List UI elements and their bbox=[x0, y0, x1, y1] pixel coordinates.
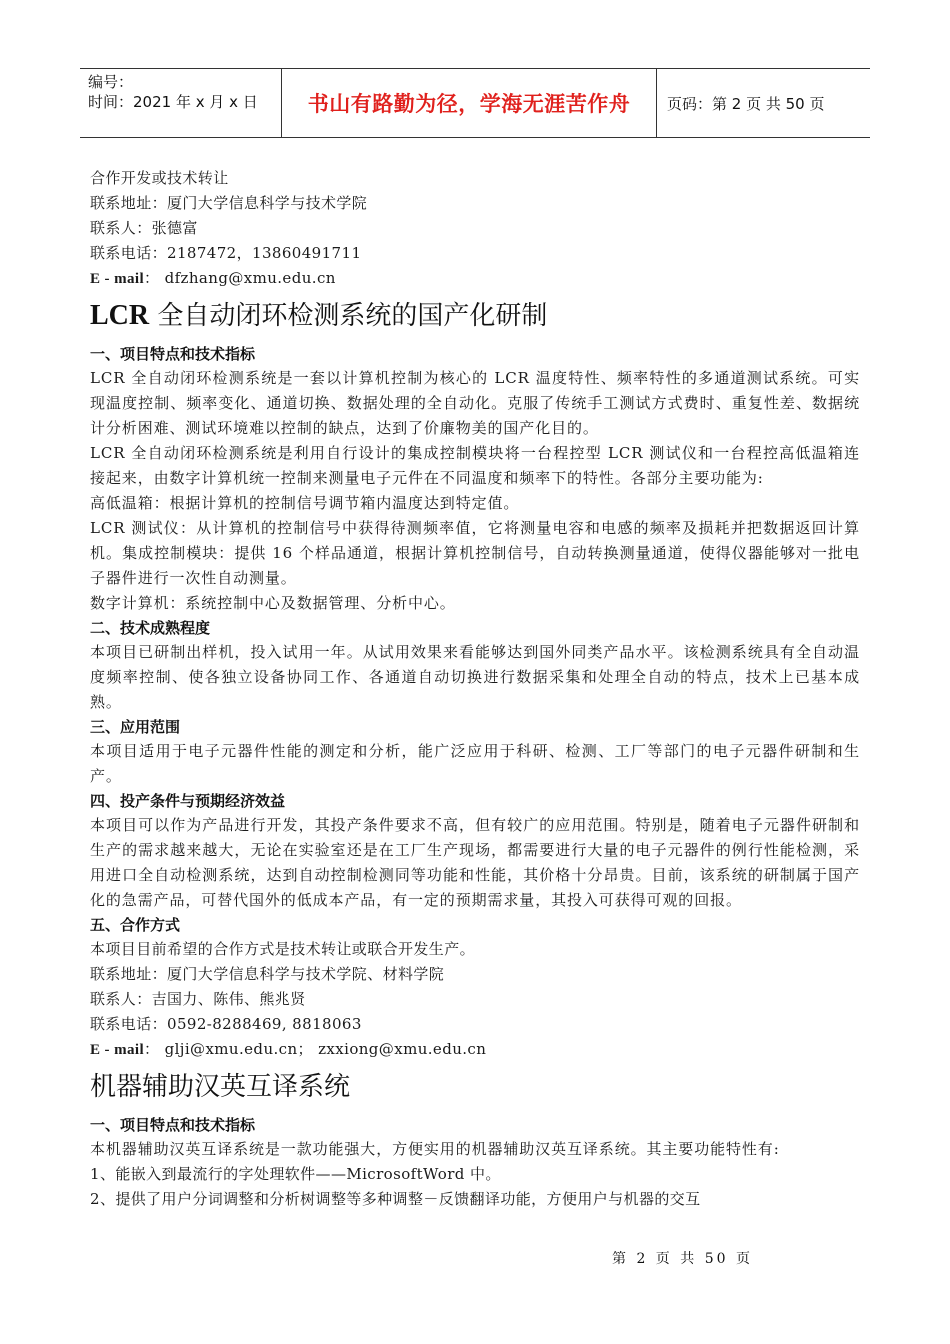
intro-email bbox=[90, 266, 860, 292]
page-info-text: 页码：第 2 页 共 50 页 bbox=[667, 94, 825, 113]
paragraph: LCR 全自动闭环检测系统是利用自行设计的集成控制模块将一台程控型 LCR 测试仪和一台程控高低温箱连接起来，由数字计算机统一控制来测量电子元件在不同温度和频率下的特性。各部分主要功能为: bbox=[90, 444, 860, 487]
section-heading: 一、项目特点和技术指标 bbox=[90, 1116, 256, 1134]
intro-address: 联系地址：厦门大学信息科学与技术学院 bbox=[90, 194, 368, 212]
project2-title: 机器辅助汉英互译系统 bbox=[90, 1072, 351, 1102]
header-meta bbox=[80, 69, 282, 137]
paragraph: 1、能嵌入到最流行的字处理软件——MicrosoftWord 中。 bbox=[90, 1165, 501, 1183]
header-page-info bbox=[657, 69, 870, 137]
code-label: 编号： bbox=[88, 73, 134, 91]
paragraph: 本项目目前希望的合作方式是技术转让或联合开发生产。 bbox=[90, 940, 476, 958]
project1-title bbox=[90, 296, 860, 336]
paragraph: 高低温箱：根据计算机的控制信号调节箱内温度达到特定值。 bbox=[90, 494, 520, 512]
project1-title-prefix: LCR bbox=[90, 300, 150, 331]
section-heading: 二、技术成熟程度 bbox=[90, 619, 211, 637]
section-heading: 三、应用范围 bbox=[90, 718, 181, 736]
email-label: E - mail bbox=[90, 1042, 145, 1058]
paragraph: 本项目适用于电子元器件性能的测定和分析，能广泛应用于科研、检测、工厂等部门的电子元器件研制和生产。 bbox=[90, 742, 860, 785]
paragraph: 数字计算机：系统控制中心及数据管理、分析中心。 bbox=[90, 594, 456, 612]
paragraph: 2、提供了用户分词调整和分析树调整等多种调整－反馈翻译功能，方便用户与机器的交互 bbox=[90, 1190, 701, 1208]
section-heading: 一、项目特点和技术指标 bbox=[90, 345, 256, 363]
paragraph: LCR 全自动闭环检测系统是一套以计算机控制为核心的 LCR 温度特性、频率特性的多通道测试系统。可实现温度控制、频率变化、通道切换、数据处理的全自动化。克服了传统手工测试方式费时、重复性差、数据统计分析困难、测试环境难以控制的缺点，达到了价廉物美的国产化目的。 bbox=[90, 369, 860, 437]
intro-phone: 联系电话：2187472，13860491711 bbox=[90, 244, 362, 262]
paragraph: LCR 测试仪：从计算机的控制信号中获得待测频率值，它将测量电容和电感的频率及损耗并把数据返回计算机。集成控制模块：提供 16 个样品通道，根据计算机控制信号，自动转换测量通道，使得仪器能够对一批电子器件进行一次性自动测量。 bbox=[90, 519, 860, 587]
contact-person: 联系人：吉国力、陈伟、熊兆贤 bbox=[90, 990, 306, 1008]
intro-contact: 联系人：张德富 bbox=[90, 219, 198, 237]
motto-text: 书山有路勤为径，学海无涯苦作舟 bbox=[307, 92, 631, 116]
page-header bbox=[80, 68, 870, 138]
project1-title-rest: 全自动闭环检测系统的国产化研制 bbox=[149, 301, 548, 331]
page-footer: 第 2 页 共 50 页 bbox=[612, 1251, 753, 1267]
contact-address: 联系地址：厦门大学信息科学与技术学院、材料学院 bbox=[90, 965, 445, 983]
paragraph: 本机器辅助汉英互译系统是一款功能强大，方便实用的机器辅助汉英互译系统。其主要功能特性有: bbox=[90, 1140, 780, 1158]
email-value: ： dfzhang@xmu.edu.cn bbox=[144, 269, 336, 287]
time-label: 时间：2021 年 x 月 x 日 bbox=[88, 93, 258, 111]
paragraph: 本项目可以作为产品进行开发，其投产条件要求不高，但有较广的应用范围。特别是，随着电子元器件研制和生产的需求越来越大，无论在实验室还是在工厂生产现场，都需要进行大量的电子元器件的例行性能检测，采用进口全自动检测系统，达到自动控制检测同等功能和性能，其价格十分昂贵。目前，该系统的研制属于国产化的急需产品，可替代国外的低成本产品，有一定的预期需求量，其投入可获得可观的回报。 bbox=[90, 816, 860, 909]
paragraph: 本项目已研制出样机，投入试用一年。从试用效果来看能够达到国外同类产品水平。该检测系统具有全自动温度频率控制、使各独立设备协同工作、各通道自动切换进行数据采集和处理全自动的特点，技术上已基本成熟。 bbox=[90, 643, 860, 711]
section-heading: 四、投产条件与预期经济效益 bbox=[90, 792, 286, 810]
contact-phone: 联系电话：0592-8288469, 8818063 bbox=[90, 1015, 362, 1033]
section-heading: 五、合作方式 bbox=[90, 916, 181, 934]
document-body bbox=[90, 166, 860, 1212]
email-value: ： glji@xmu.edu.cn； zxxiong@xmu.edu.cn bbox=[144, 1040, 487, 1058]
email-label: E - mail bbox=[90, 271, 145, 287]
intro-line: 合作开发或技术转让 bbox=[90, 169, 229, 187]
header-motto bbox=[282, 69, 657, 137]
contact-email bbox=[90, 1037, 860, 1063]
